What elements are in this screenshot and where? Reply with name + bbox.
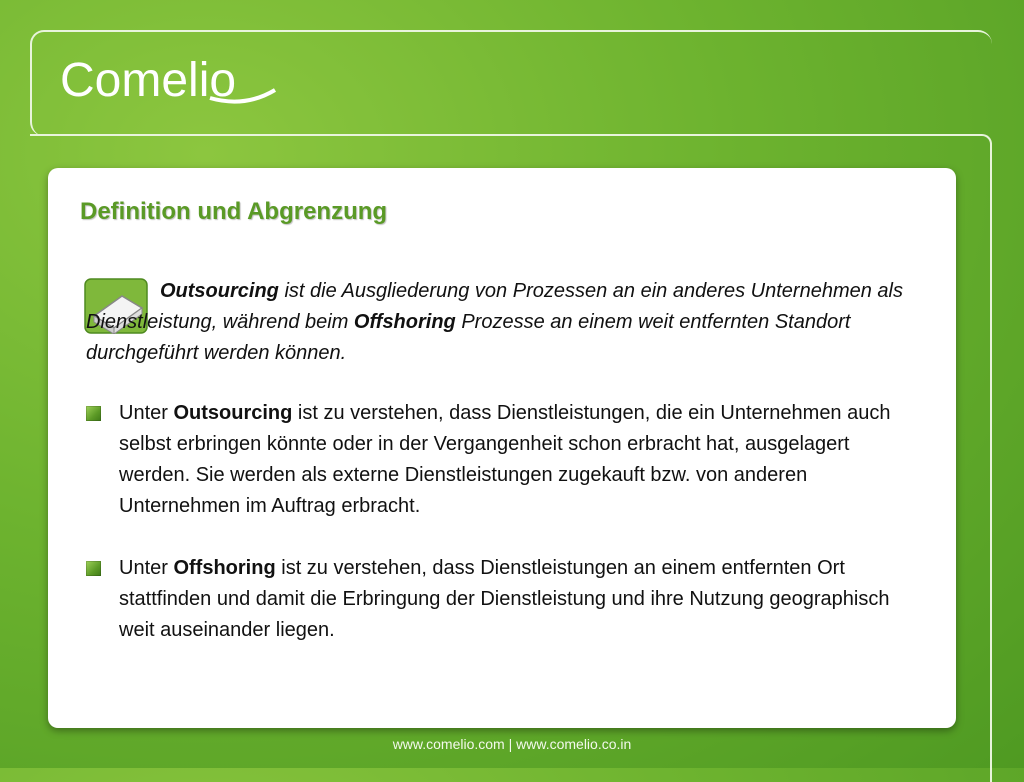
comelio-logo bbox=[60, 54, 280, 110]
frame-divider bbox=[30, 134, 982, 136]
bullet-list bbox=[86, 398, 916, 677]
square-bullet-icon bbox=[86, 406, 101, 421]
bullet-text: ist zu verstehen, dass Dienstleistungen, die ein Unternehmen auch selbst erbringen könnte oder in der Vergangenheit schon erbracht hat, ausgelagert werden. Sie werden als externe Dienstleistungen zugekauft bzw. von anderen Unternehmen im Auftrag erbracht. bbox=[119, 402, 891, 517]
definition-part1: ist die Ausgliederung von Prozessen an ein anderes Unternehmen als Dienstleistung, während beim bbox=[86, 280, 903, 333]
definition-part2: Prozesse an einem weit entfernten Standort durchgeführt werden können. bbox=[86, 311, 851, 364]
footer-links: www.comelio.com | www.comelio.co.in bbox=[392, 736, 632, 752]
bullet-outsourcing bbox=[86, 398, 916, 522]
square-bullet-icon bbox=[86, 561, 101, 576]
frame-right-rail bbox=[990, 142, 992, 782]
definition-text bbox=[86, 276, 916, 369]
slide-title: Definition und Abgrenzung bbox=[80, 198, 388, 225]
bullet-prefix: Unter bbox=[119, 402, 174, 424]
bullet-prefix: Unter bbox=[119, 557, 174, 579]
bullet-offshoring bbox=[86, 553, 916, 646]
definition-term-offshoring: Offshoring bbox=[353, 311, 456, 333]
bullet-text: ist zu verstehen, dass Dienstleistungen an einem entfernten Ort stattfinden und damit die Erbringung der Dienstleistung und ihre Nutzung geographisch weit auseinander liegen. bbox=[119, 557, 890, 641]
bullet-term: Offshoring bbox=[173, 557, 276, 579]
content-card bbox=[48, 168, 956, 728]
logo-text: Comelio bbox=[60, 54, 237, 107]
bullet-term: Outsourcing bbox=[173, 402, 293, 424]
definition-term-outsourcing: Outsourcing bbox=[160, 280, 279, 302]
